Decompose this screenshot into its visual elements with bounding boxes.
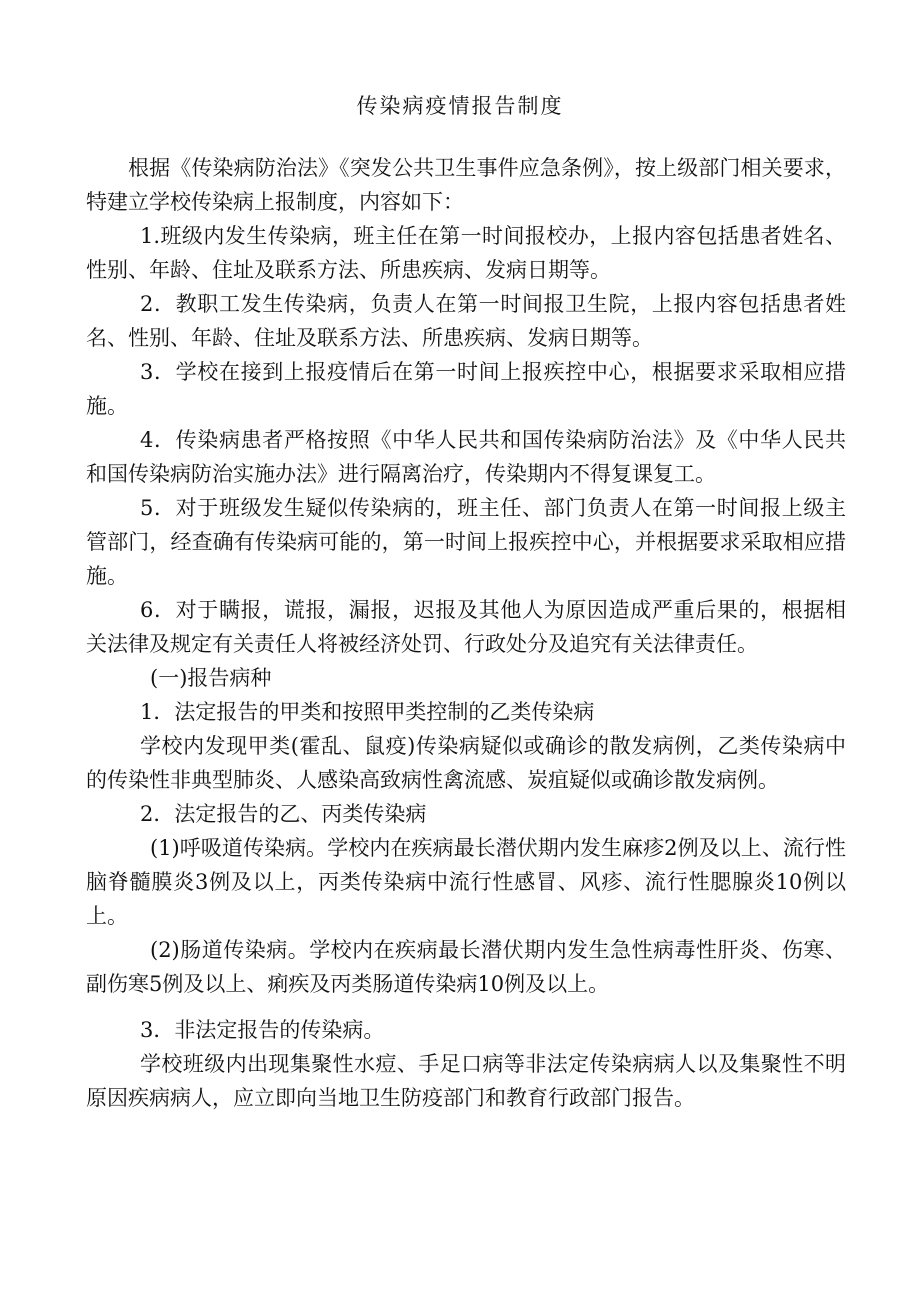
- document-title: 传染病疫情报告制度: [356, 94, 564, 118]
- respiratory-paragraph: (1)呼吸道传染病。学校内在疾病最长潜伏期内发生麻疹2例及以上、流行性脑脊髓膜炎3例及以上，丙类传染病中流行性感冒、风疹、流行性腮腺炎10例以上。: [86, 836, 846, 928]
- subheading-class-a: 1．法定报告的甲类和按照甲类控制的乙类传染病: [140, 700, 595, 724]
- rule-2-paragraph: 2．教职工发生传染病，负责人在第一时间报卫生院，上报内容包括患者姓名、性别、年龄、住址及联系方法、所患疾病、发病日期等。: [86, 292, 846, 350]
- section-heading-report-types: (一)报告病种: [150, 666, 272, 690]
- rule-4-paragraph: 4．传染病患者严格按照《中华人民共和国传染病防治法》及《中华人民共和国传染病防治实施办法》进行隔离治疗，传染期内不得复课复工。: [86, 428, 846, 486]
- rule-3-paragraph: 3．学校在接到上报疫情后在第一时间上报疾控中心，根据要求采取相应措施。: [86, 360, 846, 418]
- class-a-paragraph: 学校内发现甲类(霍乱、鼠疫)传染病疑似或确诊的散发病例，乙类传染病中的传染性非典型肺炎、人感染高致病性禽流感、炭疽疑似或确诊散发病例。: [86, 734, 846, 792]
- rule-1-paragraph: 1.班级内发生传染病，班主任在第一时间报校办，上报内容包括患者姓名、性别、年龄、住址及联系方法、所患疾病、发病日期等。: [86, 224, 846, 282]
- intro-paragraph: 根据《传染病防治法》《突发公共卫生事件应急条例》，按上级部门相关要求，特建立学校传染病上报制度，内容如下：: [86, 156, 846, 214]
- subheading-non-statutory: 3．非法定报告的传染病。: [140, 1018, 385, 1042]
- rule-5-paragraph: 5．对于班级发生疑似传染病的，班主任、部门负责人在第一时间报上级主管部门，经查确有传染病可能的，第一时间上报疾控中心，并根据要求采取相应措施。: [86, 496, 846, 588]
- document-body: [86, 151, 846, 1115]
- intestinal-paragraph: (2)肠道传染病。学校内在疾病最长潜伏期内发生急性病毒性肝炎、伤寒、副伤寒5例及以上、痢疾及丙类肠道传染病10例及以上。: [86, 938, 846, 996]
- subheading-class-b-c: 2．法定报告的乙、丙类传染病: [140, 802, 427, 826]
- rule-6-paragraph: 6．对于瞒报，谎报，漏报，迟报及其他人为原因造成严重后果的，根据相关法律及规定有关责任人将被经济处罚、行政处分及追究有关法律责任。: [86, 598, 846, 656]
- non-statutory-paragraph: 学校班级内出现集聚性水痘、手足口病等非法定传染病病人以及集聚性不明原因疾病病人，应立即向当地卫生防疫部门和教育行政部门报告。: [86, 1052, 846, 1110]
